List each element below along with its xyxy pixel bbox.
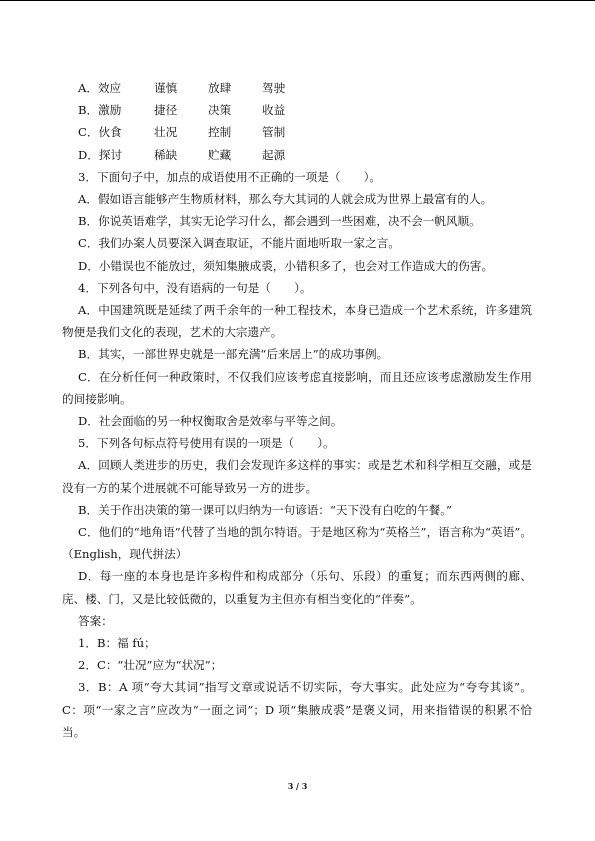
q4-option-c: C．在分析任何一种政策时，不仅我们应该考虑直接影响，而且还应该考虑激励发生作用的间接影响。 xyxy=(62,369,532,406)
q5-option-c: C．他们的“地角语”代替了当地的凯尔特语。于是地区称为“英格兰”，语言称为“英语”。（English，现代拼法） xyxy=(62,525,532,562)
option-word: A．效应 xyxy=(78,81,122,95)
option-word: 稀缺 xyxy=(154,147,178,162)
option-word: 收益 xyxy=(262,103,286,118)
q4-option-b: B．其实，一部世界史就是一部充满“后来居上”的成功事例。 xyxy=(78,347,389,362)
option-word: 决策 xyxy=(208,103,232,118)
option-word: 壮况 xyxy=(154,125,178,140)
option-word: D．探讨 xyxy=(78,147,123,162)
option-word: 起源 xyxy=(262,147,286,162)
question-5: 5．下列各句标点符号使用有误的一项是（ ）。 xyxy=(78,436,335,451)
q5-option-d: D．每一座的本身也是许多构件和构成部分（乐句、乐段）的重复；而东西两侧的廊、庑、楼、门，又是比较低微的，以重复为主但亦有相当变化的“伴奏”。 xyxy=(62,569,532,606)
option-word: 放肆 xyxy=(208,81,232,95)
option-word: 谨慎 xyxy=(154,81,178,95)
option-word: 管制 xyxy=(262,125,286,140)
option-word: 贮藏 xyxy=(208,147,232,162)
q4-option-d: D．社会面临的另一种权衡取舍是效率与平等之间。 xyxy=(78,414,343,429)
answer-2: 2．C：“壮况”应为“状况”； xyxy=(78,658,223,673)
option-word: C．伙食 xyxy=(78,125,122,140)
q3-option-d: D．小错误也不能放过，须知集腋成裘，小错积多了，也会对工作造成大的伤害。 xyxy=(78,258,494,273)
q4-option-a: A．中国建筑既是延续了两千余年的一种工程技术，本身已造成一个艺术系统，许多建筑物便是我们文化的表现，艺术的大宗遗产。 xyxy=(62,303,532,340)
q5-option-b: B．关于作出决策的第一课可以归纳为一句谚语：“天下没有白吃的午餐。” xyxy=(78,502,452,517)
page-number: 3 / 3 xyxy=(287,781,308,791)
option-word: 捷径 xyxy=(154,103,178,118)
question-4: 4．下列各句中，没有语病的一句是（ ）。 xyxy=(78,280,312,295)
q3-option-b: B．你说英语难学，其实无论学习什么，都会遇到一些困难，决不会一帆风顺。 xyxy=(78,214,481,229)
top-rule xyxy=(0,0,595,1)
answer-1: 1．B：福 fú； xyxy=(78,636,156,651)
answer-3: 3．B：A 项“夸大其词”指写文章或说话不切实际，夸大事实。此处应为“夸夸其谈”。C：项“一家之言”应改为“一面之词”；D 项“集腋成裘”是褒义词，用来指错误的积累不恰当。 xyxy=(62,680,532,739)
option-word: 驾驶 xyxy=(262,81,286,95)
q3-option-a: A．假如语言能够产生物质材料，那么夸大其词的人就会成为世界上最富有的人。 xyxy=(78,192,493,207)
document-body xyxy=(62,77,532,743)
answers-heading: 答案： xyxy=(78,613,113,628)
options-q2 xyxy=(62,77,532,166)
option-word: 控制 xyxy=(208,125,232,140)
question-3: 3．下面句子中，加点的成语使用不正确的一项是（ ）。 xyxy=(78,169,382,184)
q3-option-c: C．我们办案人员要深入调查取证，不能片面地听取一家之言。 xyxy=(78,236,400,251)
q5-option-a: A．回顾人类进步的历史，我们会发现许多这样的事实：或是艺术和科学相互交融，或是没有一方的某个进展就不可能导致另一方的进步。 xyxy=(62,458,532,495)
option-word: B．激励 xyxy=(78,103,122,118)
